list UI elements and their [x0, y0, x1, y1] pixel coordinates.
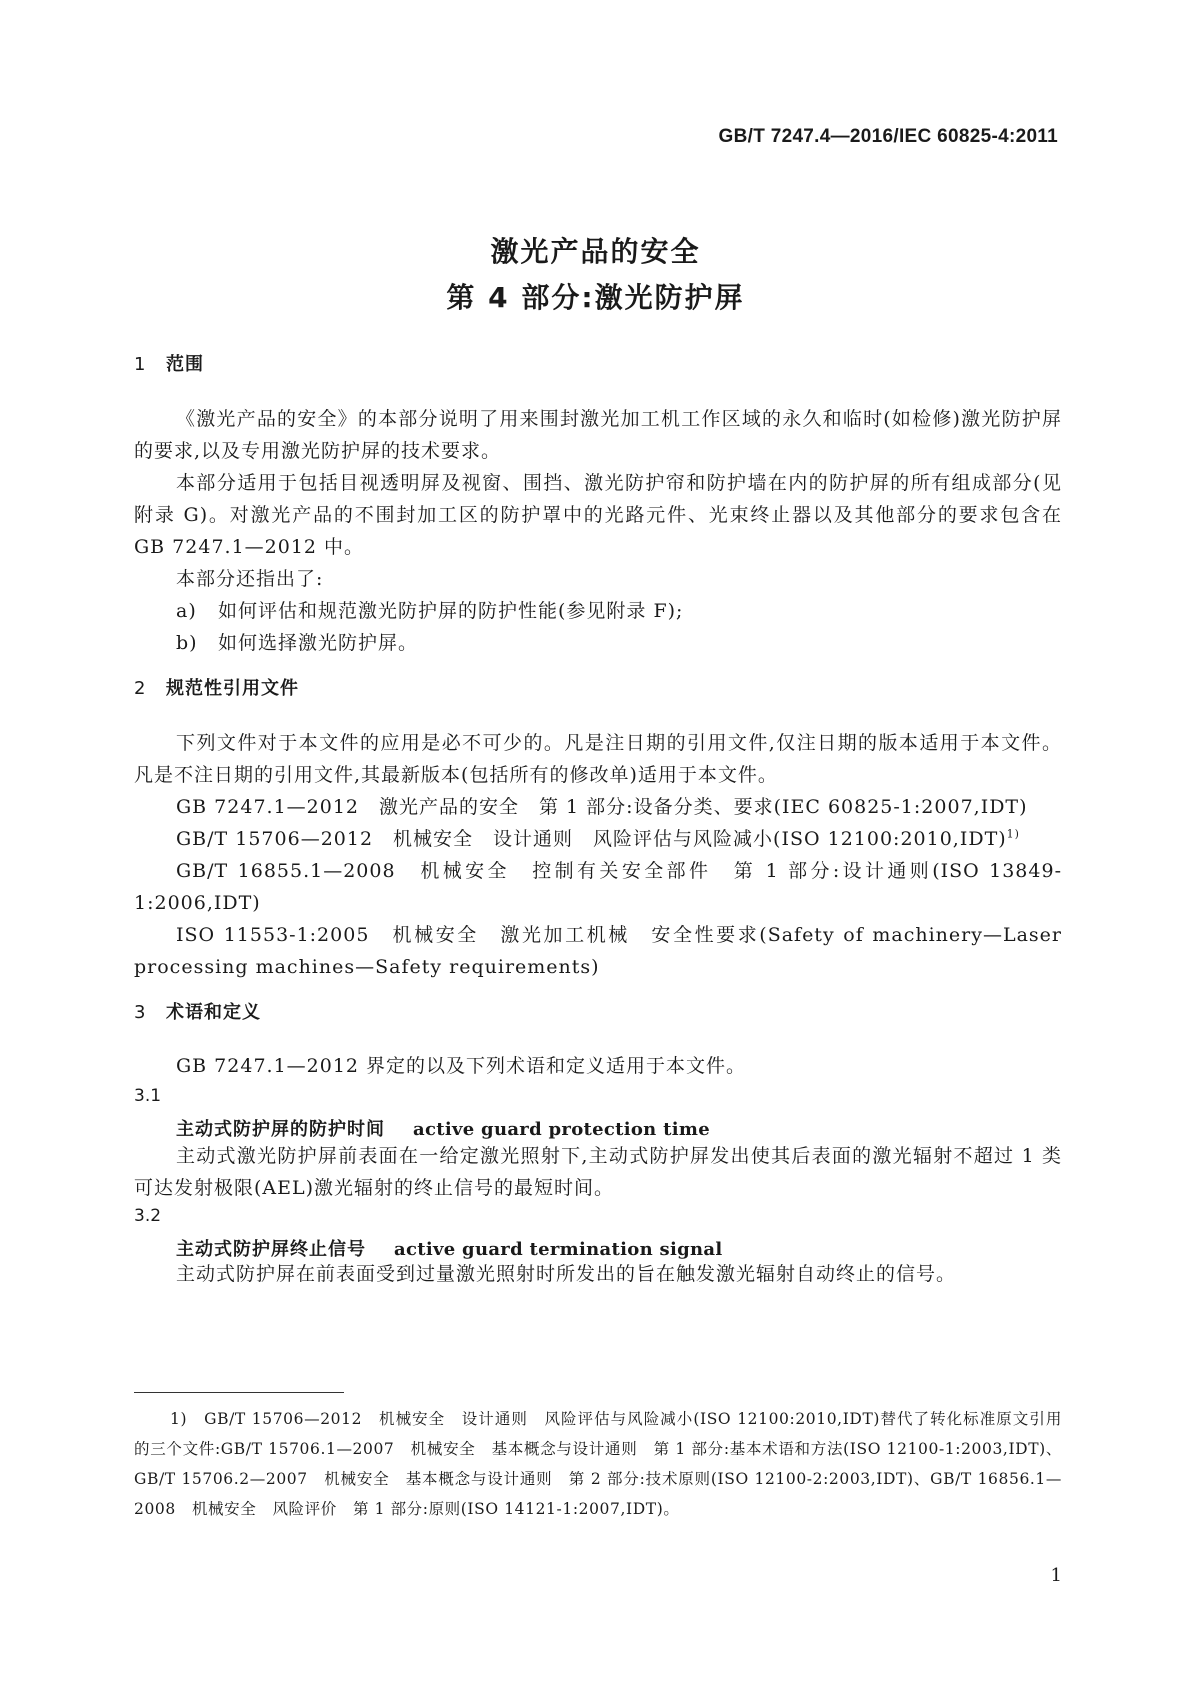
- reference-text: GB/T 15706—2012 机械安全 设计通则 风险评估与风险减小(ISO 12100:2010,IDT): [176, 828, 1007, 850]
- term-title: [176, 1115, 710, 1141]
- standard-code: GB/T 7247.4—2016/IEC 60825-4:2011: [718, 126, 1058, 147]
- section-heading-scope: [134, 350, 204, 376]
- term-definition: [134, 1258, 1062, 1290]
- list-item: [134, 595, 1062, 627]
- section-title: 术语和定义: [166, 1002, 261, 1023]
- section-title: 规范性引用文件: [166, 678, 299, 699]
- section-body-normative-references: [134, 727, 1062, 983]
- footnote-marker: 1): [1006, 827, 1020, 841]
- footnote-divider: [134, 1392, 344, 1393]
- paragraph: 下列文件对于本文件的应用是必不可少的。凡是注日期的引用文件,仅注日期的版本适用于本文件。凡是不注日期的引用文件,其最新版本(包括所有的修改单)适用于本文件。: [134, 732, 1062, 786]
- section-number: 2: [134, 678, 147, 699]
- section-body-scope: [134, 403, 1062, 659]
- term-english: active guard protection time: [413, 1119, 710, 1140]
- term-chinese: 主动式防护屏的防护时间: [176, 1119, 385, 1140]
- term-definition: [134, 1140, 1062, 1204]
- list-label: b): [176, 632, 198, 654]
- section-number: 1: [134, 354, 147, 375]
- section-heading-normative-references: [134, 674, 299, 700]
- reference-item: [134, 823, 1062, 855]
- paragraph: 《激光产品的安全》的本部分说明了用来围封激光加工机工作区域的永久和临时(如检修)激光防护屏的要求,以及专用激光防护屏的技术要求。: [134, 408, 1062, 462]
- reference-item: GB 7247.1—2012 激光产品的安全 第 1 部分:设备分类、要求(IEC 60825-1:2007,IDT): [176, 796, 1028, 818]
- paragraph: 本部分适用于包括目视透明屏及视窗、围挡、激光防护帘和防护墙在内的防护屏的所有组成部分(见附录 G)。对激光产品的不围封加工区的防护罩中的光路元件、光束终止器以及其他部分的要求包含在 GB 7247.1—2012 中。: [134, 472, 1062, 558]
- document-title: 激光产品的安全: [490, 235, 701, 268]
- list-text: 如何评估和规范激光防护屏的防护性能(参见附录 F);: [218, 600, 684, 622]
- section-number: 3: [134, 1002, 147, 1023]
- list-item: [134, 627, 1062, 659]
- term-number: 3.1: [134, 1086, 162, 1106]
- section-intro-terms: [134, 1050, 1062, 1082]
- definition-text: 主动式激光防护屏前表面在一给定激光照射下,主动式防护屏发出使其后表面的激光辐射不超过 1 类可达发射极限(AEL)激光辐射的终止信号的最短时间。: [134, 1145, 1062, 1199]
- term-number: 3.2: [134, 1206, 162, 1226]
- section-heading-terms: [134, 998, 261, 1024]
- reference-item: ISO 11553-1:2005 机械安全 激光加工机械 安全性要求(Safety of machinery—Laser processing machines—Safety requirements): [134, 924, 1062, 978]
- footnote-text: 1) GB/T 15706—2012 机械安全 设计通则 风险评估与风险减小(ISO 12100:2010,IDT)替代了转化标准原文引用的三个文件:GB/T 15706.1—2007 机械安全 基本概念与设计通则 第 1 部分:基本术语和方法(ISO 12100-1:2003,IDT)、GB/T 15706.2—2007 机械安全 基本概念与设计通则 第 2 部分:技术原则(ISO 12100-2:2003,IDT)、GB/T 16856.1—2008 机械安全 风险评价 第 1 部分:原则(ISO 14121-1:2007,IDT)。: [134, 1410, 1062, 1518]
- term-english: active guard termination signal: [394, 1239, 723, 1260]
- footnote: [134, 1404, 1062, 1524]
- page-number: 1: [1050, 1565, 1062, 1586]
- reference-item: GB/T 16855.1—2008 机械安全 控制有关安全部件 第 1 部分:设计通则(ISO 13849-1:2006,IDT): [134, 860, 1062, 914]
- list-text: 如何选择激光防护屏。: [218, 632, 419, 654]
- definition-text: 主动式防护屏在前表面受到过量激光照射时所发出的旨在触发激光辐射自动终止的信号。: [176, 1263, 957, 1285]
- term-chinese: 主动式防护屏终止信号: [176, 1239, 366, 1260]
- paragraph: GB 7247.1—2012 界定的以及下列术语和定义适用于本文件。: [176, 1055, 747, 1077]
- list-label: a): [176, 600, 197, 622]
- document-subtitle: 第 4 部分:激光防护屏: [446, 281, 745, 314]
- paragraph: 本部分还指出了:: [176, 568, 324, 590]
- section-title: 范围: [166, 354, 204, 375]
